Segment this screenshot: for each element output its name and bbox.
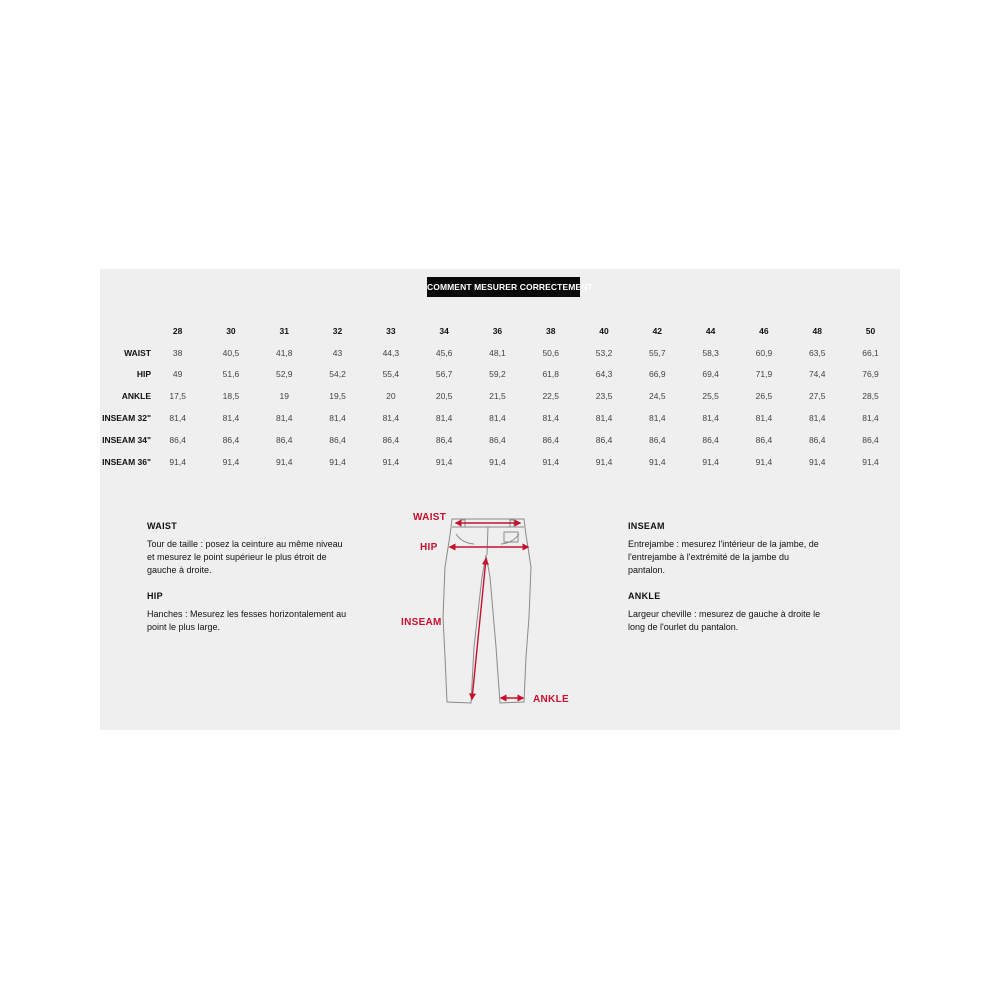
measure-cell: 81,4 (435, 413, 453, 424)
measure-cell: 91,4 (862, 456, 879, 467)
measure-cell: 91,4 (702, 456, 719, 467)
measure-cell: 86,4 (489, 434, 506, 445)
measure-cell: 49 (172, 369, 183, 380)
measure-cell: 86,4 (542, 434, 559, 445)
measure-cell: 52,9 (275, 369, 293, 380)
row-label: INSEAM 34" (102, 434, 151, 445)
measure-cell: 21,5 (489, 391, 506, 402)
size-col: 42 (652, 325, 663, 336)
measure-cell: 81,4 (862, 413, 879, 424)
hip-label: HIP (420, 542, 438, 553)
inseam-title: INSEAM (628, 521, 665, 531)
inseam-text: Entrejambe : mesurez l'intérieur de la jambe, de l'entrejambe à l'extrémité de la jambe du pantalon. (628, 539, 819, 575)
measure-cell: 91,4 (222, 456, 240, 467)
measure-cell: 81,4 (169, 413, 186, 424)
waist-description (147, 520, 347, 577)
measure-cell: 48,1 (489, 347, 506, 358)
measure-cell: 91,4 (329, 456, 346, 467)
measure-row (100, 342, 897, 364)
ankle-description (628, 590, 828, 634)
measure-cell: 91,4 (542, 456, 559, 467)
measure-cell: 86,4 (808, 434, 826, 445)
measure-cell: 86,4 (702, 434, 719, 445)
measure-cell: 86,4 (169, 434, 186, 445)
pants-diagram (400, 507, 575, 717)
measure-cell: 19,5 (329, 391, 346, 402)
inseam-label: INSEAM (401, 617, 442, 628)
measure-cell: 71,9 (755, 369, 773, 380)
guide-title: COMMENT MESURER CORRECTEMENT (427, 277, 580, 297)
measure-cell: 91,4 (755, 456, 773, 467)
ankle-label: ANKLE (533, 694, 569, 705)
measure-cell: 91,4 (382, 456, 400, 467)
size-guide-panel (100, 269, 900, 730)
size-col: 44 (705, 325, 716, 336)
measure-cell: 66,9 (649, 369, 666, 380)
ankle-title: ANKLE (628, 591, 661, 601)
measure-cell: 45,6 (435, 347, 453, 358)
measure-cell: 64,3 (595, 369, 613, 380)
measure-cell: 22,5 (542, 391, 559, 402)
measure-cell: 51,6 (222, 369, 240, 380)
hip-title: HIP (147, 591, 163, 601)
measure-cell: 25,5 (702, 391, 719, 402)
measure-cell: 41,8 (275, 347, 293, 358)
hip-description (147, 590, 347, 634)
measure-cell: 86,4 (382, 434, 400, 445)
measure-cell: 91,4 (808, 456, 826, 467)
size-col: 33 (386, 325, 396, 336)
waist-title: WAIST (147, 521, 177, 531)
measure-cell: 76,9 (862, 369, 879, 380)
measure-cell: 86,4 (329, 434, 346, 445)
measure-cell: 40,5 (222, 347, 240, 358)
measure-cell: 63,5 (808, 347, 826, 358)
measure-row (100, 407, 897, 429)
measure-cell: 23,5 (595, 391, 613, 402)
measure-cell: 86,4 (222, 434, 240, 445)
measure-cell: 56,7 (435, 369, 453, 380)
waist-text: Tour de taille : posez la ceinture au même niveau et mesurez le point supérieur le plus étroit de gauche à droite. (147, 539, 343, 575)
ankle-text: Largeur cheville : mesurez de gauche à droite le long de l'ourlet du pantalon. (628, 609, 821, 632)
size-col: 38 (545, 325, 556, 336)
measure-cell: 81,4 (275, 413, 293, 424)
measure-cell: 81,4 (382, 413, 400, 424)
measure-cell: 59,2 (489, 369, 506, 380)
size-table-body (100, 342, 897, 473)
measure-cell: 81,4 (702, 413, 719, 424)
size-col: 50 (865, 325, 876, 336)
measure-cell: 18,5 (222, 391, 240, 402)
inseam-arrow (472, 559, 486, 699)
measure-cell: 86,4 (755, 434, 773, 445)
size-col: 48 (812, 325, 822, 336)
corner-cell (100, 320, 151, 342)
measure-cell: 86,4 (649, 434, 666, 445)
measure-cell: 81,4 (649, 413, 666, 424)
size-col: 31 (279, 325, 289, 336)
measure-cell: 69,4 (702, 369, 719, 380)
measure-cell: 91,4 (169, 456, 186, 467)
measure-cell: 55,7 (649, 347, 666, 358)
measure-cell: 86,4 (862, 434, 879, 445)
measure-cell: 55,4 (382, 369, 400, 380)
size-col: 40 (599, 325, 609, 336)
measure-cell: 44,3 (382, 347, 400, 358)
measure-cell: 81,4 (808, 413, 826, 424)
size-col: 30 (226, 325, 236, 336)
measure-cell: 60,9 (755, 347, 773, 358)
measure-cell: 61,8 (542, 369, 559, 380)
measure-cell: 43 (332, 347, 343, 358)
measure-cell: 81,4 (755, 413, 773, 424)
measure-cell: 81,4 (489, 413, 506, 424)
measure-cell: 53,2 (595, 347, 613, 358)
size-header-row (100, 320, 897, 342)
measure-cell: 81,4 (329, 413, 346, 424)
row-label: INSEAM 36" (102, 456, 151, 467)
size-col: 46 (759, 325, 769, 336)
measure-cell: 86,4 (595, 434, 613, 445)
size-col: 28 (172, 325, 183, 336)
inseam-description (628, 520, 828, 577)
measure-cell: 26,5 (755, 391, 773, 402)
measure-cell: 28,5 (862, 391, 879, 402)
measure-cell: 54,2 (329, 369, 346, 380)
measure-cell: 81,4 (595, 413, 613, 424)
measure-cell: 81,4 (542, 413, 559, 424)
row-label: INSEAM 32" (102, 413, 151, 424)
measure-cell: 91,4 (489, 456, 506, 467)
measure-cell: 19 (279, 391, 289, 402)
size-col: 34 (439, 325, 449, 336)
measure-cell: 50,6 (542, 347, 559, 358)
measure-row (100, 451, 897, 473)
measure-cell: 20,5 (435, 391, 453, 402)
measure-cell: 86,4 (435, 434, 453, 445)
measure-cell: 58,3 (702, 347, 719, 358)
measure-row (100, 364, 897, 386)
measure-cell: 91,4 (435, 456, 453, 467)
measure-row (100, 429, 897, 451)
measure-cell: 20 (386, 391, 396, 402)
measure-cell: 74,4 (808, 369, 826, 380)
measure-cell: 81,4 (222, 413, 240, 424)
hip-text: Hanches : Mesurez les fesses horizontalement au point le plus large. (147, 609, 347, 632)
measure-cell: 91,4 (595, 456, 613, 467)
waist-label: WAIST (413, 512, 447, 523)
measure-cell: 27,5 (808, 391, 826, 402)
measure-cell: 86,4 (275, 434, 293, 445)
measure-cell: 38 (172, 347, 183, 358)
row-label: ANKLE (121, 391, 151, 402)
measure-cell: 17,5 (169, 391, 186, 402)
size-table (100, 320, 897, 473)
measure-cell: 66,1 (862, 347, 879, 358)
measure-cell: 24,5 (649, 391, 666, 402)
row-label: WAIST (124, 347, 151, 358)
row-label: HIP (136, 369, 151, 380)
size-col: 36 (492, 325, 503, 336)
measure-cell: 91,4 (649, 456, 666, 467)
size-col: 32 (332, 325, 343, 336)
measure-row (100, 385, 897, 407)
measure-cell: 91,4 (275, 456, 293, 467)
